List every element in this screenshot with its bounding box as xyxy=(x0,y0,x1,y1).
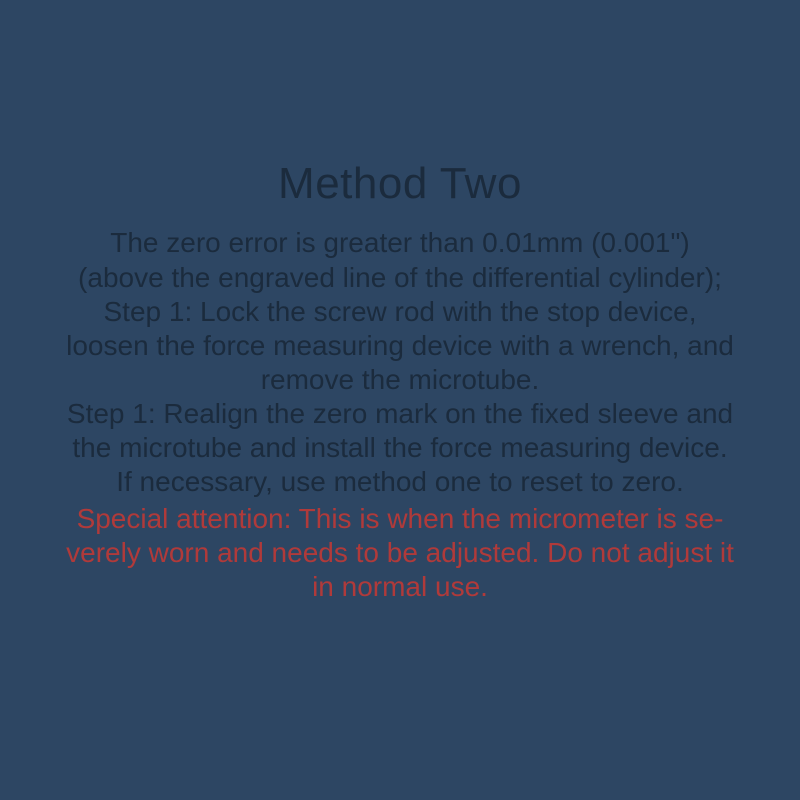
instruction-line: (above the engraved line of the differential cylinder); xyxy=(78,261,722,293)
warning-line: Special attention: This is when the micrometer is se- xyxy=(76,502,724,534)
page-title: Method Two xyxy=(278,159,522,208)
instruction-text-block xyxy=(5,226,795,499)
instruction-line: If necessary, use method one to reset to zero. xyxy=(116,466,684,498)
instruction-line: remove the microtube. xyxy=(260,364,540,396)
warning-line: verely worn and needs to be adjusted. Do not adjust it xyxy=(66,536,734,568)
instruction-line: Step 1: Realign the zero mark on the fixed sleeve and xyxy=(66,398,734,430)
instruction-line: the microtube and install the force measuring device. xyxy=(72,432,728,464)
instruction-line: The zero error is greater than 0.01mm (0.001") xyxy=(110,227,690,259)
warning-line: in normal use. xyxy=(312,570,488,602)
instruction-line: Step 1: Lock the screw rod with the stop device, xyxy=(103,295,697,327)
special-attention-note xyxy=(5,502,795,604)
instruction-line: loosen the force measuring device with a wrench, and xyxy=(66,329,734,361)
